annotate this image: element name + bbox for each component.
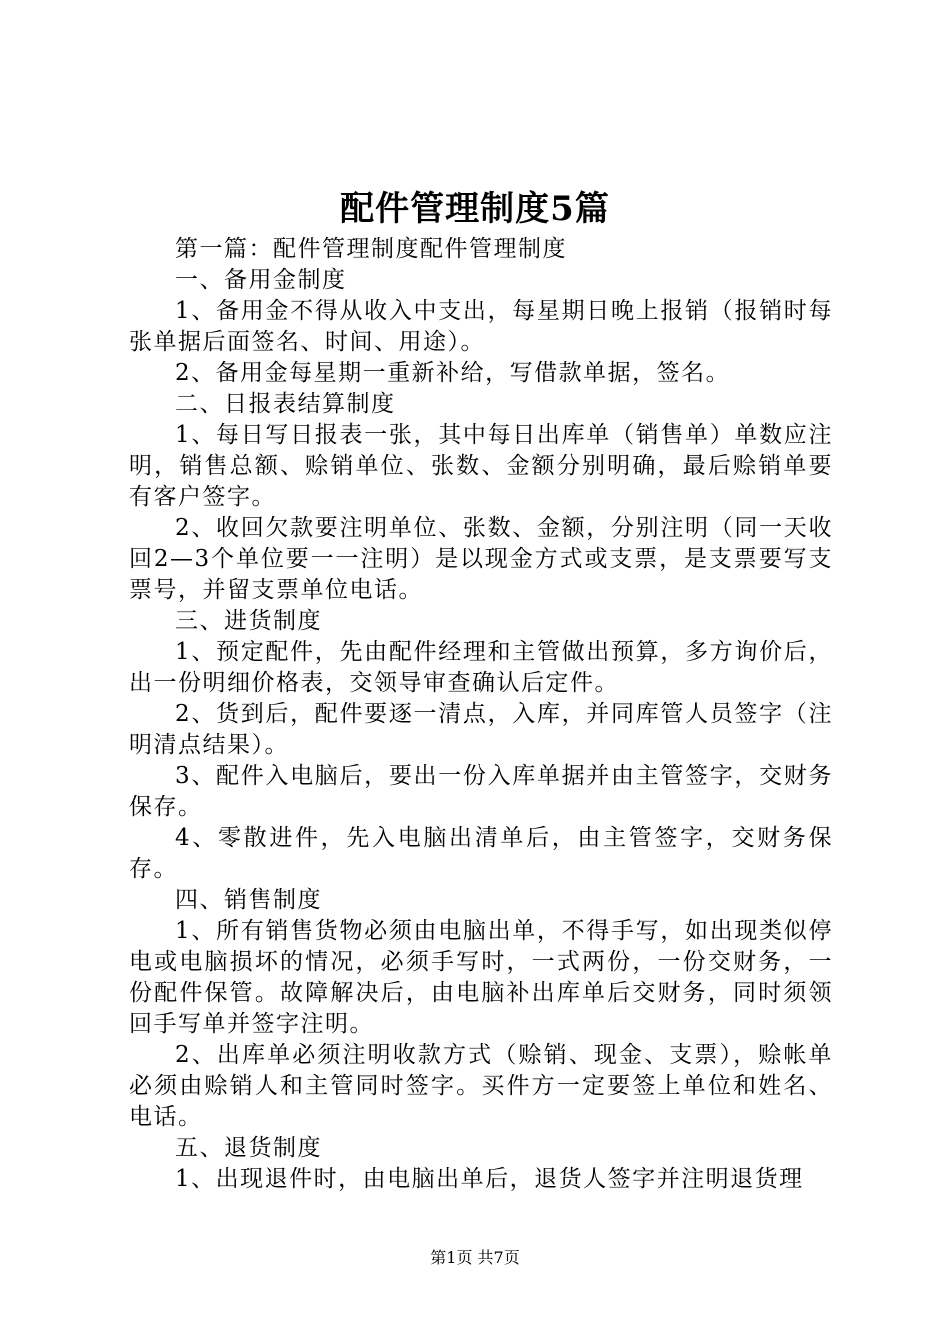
heading-purchasing: 三、进货制度 bbox=[175, 608, 322, 634]
paragraph: 3、配件入电脑后，要出一份入库单据并由主管签字，交财务保存。 bbox=[129, 763, 833, 820]
paragraph: 2、出库单必须注明收款方式（赊销、现金、支票），赊帐单必须由赊销人和主管同时签字。买件方一定要签上单位和姓名、电话。 bbox=[129, 1042, 833, 1130]
paragraph: 2、货到后，配件要逐一清点，入库，并同库管人员签字（注明清点结果）。 bbox=[129, 701, 833, 758]
document-body bbox=[129, 234, 833, 1195]
heading-returns: 五、退货制度 bbox=[175, 1135, 322, 1161]
page-number-footer: 第1页 共7页 bbox=[430, 1248, 520, 1267]
paragraph: 2、备用金每星期一重新补给，写借款单据，签名。 bbox=[175, 360, 731, 386]
heading-reserve-fund: 一、备用金制度 bbox=[175, 267, 347, 293]
document-title: 配件管理制度5篇 bbox=[340, 189, 610, 229]
paragraph: 1、备用金不得从收入中支出，每星期日晚上报销（报销时每张单据后面签名、时间、用途）。 bbox=[129, 298, 833, 355]
paragraph: 1、出现退件时，由电脑出单后，退货人签字并注明退货理 bbox=[175, 1166, 804, 1192]
heading-daily-report: 二、日报表结算制度 bbox=[175, 391, 396, 417]
paragraph: 1、预定配件，先由配件经理和主管做出预算，多方询价后，出一份明细价格表，交领导审查确认后定件。 bbox=[129, 639, 833, 696]
paragraph: 1、每日写日报表一张，其中每日出库单（销售单）单数应注明，销售总额、赊销单位、张数、金额分别明确，最后赊销单要有客户签字。 bbox=[129, 422, 833, 510]
paragraph: 4、零散进件，先入电脑出清单后，由主管签字，交财务保存。 bbox=[129, 825, 833, 882]
paragraph: 2、收回欠款要注明单位、张数、金额，分别注明（同一天收回2—3个单位要一一注明）是以现金方式或支票，是支票要写支票号，并留支票单位电话。 bbox=[129, 515, 833, 603]
paragraph: 1、所有销售货物必须由电脑出单，不得手写，如出现类似停电或电脑损坏的情况，必须手写时，一式两份，一份交财务，一份配件保管。故障解决后，由电脑补出库单后交财务，同时须领回手写单并签字注明。 bbox=[129, 918, 833, 1037]
section-title: 第一篇：配件管理制度配件管理制度 bbox=[175, 236, 567, 262]
heading-sales: 四、销售制度 bbox=[175, 887, 322, 913]
